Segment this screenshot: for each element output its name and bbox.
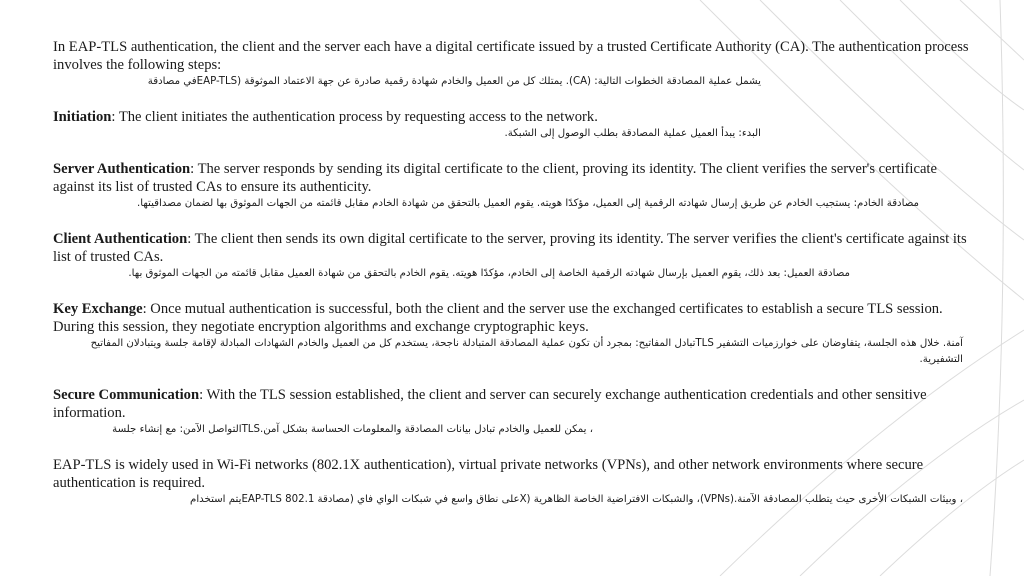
- step-text: : The server responds by sending its digital certificate to the client, proving its identity. The client verifies the server's certificate against its list of trusted CAs to ensure its authenticity.: [53, 161, 937, 195]
- step-english: [53, 160, 978, 196]
- intro-paragraph: [53, 38, 978, 90]
- step-initiation: [53, 108, 978, 142]
- step-english: [53, 108, 978, 126]
- step-arabic: آمنة. خلال هذه الجلسة، يتفاوضان على خوارزميات التشفير TLSتبادل المفاتيح: بمجرد أن تكون عملية المصادقة المتبادلة ناجحة، يستخدم كل من العميل والخادم الشهادات المبادلة لإقامة جلسة ويتبادلان المفاتيح التشفيرية.: [90, 338, 963, 365]
- step-text: : The client initiates the authentication process by requesting access to the network.: [111, 109, 598, 125]
- step-arabic: مصادقة العميل: بعد ذلك، يقوم العميل بإرسال شهادته الرقمية الخاصة إلى الخادم، مؤكدًا هويته. يقوم الخادم بالتحقق من شهادة العميل مقابل قائمته من الجهات الموثوق بها.: [128, 268, 850, 279]
- step-server-authentication: [53, 160, 978, 212]
- step-text: : With the TLS session established, the client and server can securely exchange authentication credentials and other sensitive information.: [53, 387, 927, 421]
- step-title: Client Authentication: [53, 231, 188, 247]
- closing-arabic: ، وبيئات الشبكات الأخرى حيث يتطلب المصادقة الآمنة.(VPNs)، والشبكات الافتراضية الخاصة الظاهرية (Xعلى نطاق واسع في شبكات الواي فاي (مصادقة 802.1 EAP-TLSيتم استخدام: [190, 494, 963, 505]
- step-arabic: مصادقة الخادم: يستجيب الخادم عن طريق إرسال شهادته الرقمية إلى العميل، مؤكدًا هويته. يقوم العميل بالتحقق من شهادة الخادم مقابل قائمته من الجهات الموثوق بها لضمان مصداقيتها.: [137, 198, 919, 209]
- document-body: [53, 38, 978, 526]
- step-client-authentication: [53, 230, 978, 282]
- step-english: [53, 386, 978, 422]
- closing-paragraph: [53, 456, 978, 508]
- step-title: Initiation: [53, 109, 112, 125]
- step-english: [53, 230, 978, 266]
- intro-english: In EAP-TLS authentication, the client and the server each have a digital certificate issued by a trusted Certificate Authority (CA). The authentication process involves the following steps:: [53, 39, 969, 73]
- intro-arabic: يشمل عملية المصادقة الخطوات التالية: (CA). يمتلك كل من العميل والخادم شهادة رقمية صادرة عن جهة الاعتماد الموثوقة (EAP-TLSفي مصادقة: [147, 76, 761, 87]
- step-text: : The client then sends its own digital certificate to the server, proving its identity. The server verifies the client's certificate against its list of trusted CAs.: [53, 231, 967, 265]
- step-arabic: ، يمكن للعميل والخادم تبادل بيانات المصادقة والمعلومات الحساسة بشكل آمن.TLSالتواصل الآمن: مع إنشاء جلسة: [112, 424, 593, 435]
- closing-english: EAP-TLS is widely used in Wi-Fi networks (802.1X authentication), virtual private networks (VPNs), and other network environments where secure authentication is required.: [53, 457, 924, 491]
- step-secure-communication: [53, 386, 978, 438]
- step-title: Key Exchange: [53, 301, 143, 317]
- step-title: Server Authentication: [53, 161, 191, 177]
- step-text: : Once mutual authentication is successful, both the client and the server use the exchanged certificates to establish a secure TLS session. During this session, they negotiate encryption algorithms and exchange cryptographic keys.: [53, 301, 943, 335]
- step-arabic: البدء: يبدأ العميل عملية المصادقة بطلب الوصول إلى الشبكة.: [504, 128, 761, 139]
- step-english: [53, 300, 978, 336]
- step-title: Secure Communication: [53, 387, 200, 403]
- step-key-exchange: [53, 300, 978, 368]
